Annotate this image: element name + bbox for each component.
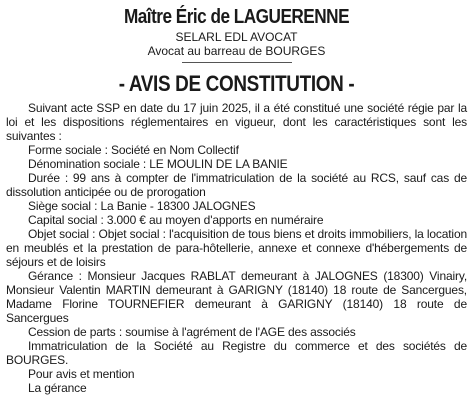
notice-paragraph-intro: Suivant acte SSP en date du 17 juin 2025, il a été constitué une société régie par la loi et les dispositions réglementaires en vigueur, dont les caractéristiques sont les suivantes : (6, 101, 467, 143)
notice-paragraph-company-name: Dénomination sociale : LE MOULIN DE LA BANIE (28, 157, 288, 171)
notice-paragraph-legal-form: Forme sociale : Société en Nom Collectif (28, 143, 239, 157)
notice-paragraph-management: Gérance : Monsieur Jacques RABLAT demeurant à JALOGNES (18300) Vinairy, Monsieur Valentin MARTIN demeurant à GARIGNY (18140) 18 route de Sancergues, Madame Florine TOURNEFIER demeurant à GARIGNY (18140) 18 route de Sancergues (6, 269, 467, 325)
header-divider (182, 62, 292, 63)
notice-paragraph-signature: La gérance (28, 381, 87, 395)
firm-company-line: SELARL EDL AVOCAT (175, 30, 298, 44)
notice-paragraph-registration: Immatriculation de la Société au Registre du commerce et des sociétés de BOURGES. (6, 339, 467, 367)
notice-title: - AVIS DE CONSTITUTION - (118, 71, 355, 96)
notice-paragraph-corporate-purpose: Objet social : Objet social : l'acquisition de tous biens et droits immobiliers, la location en meublés et la prestation de para-hôtellerie, annexe et connexe d'hébergements de séjours et de loisirs (6, 227, 467, 269)
notice-paragraph-duration: Durée : 99 ans à compter de l'immatriculation de la société au RCS, sauf cas de dissolution anticipée ou de prorogation (6, 171, 467, 199)
firm-name: Maître Éric de LAGUERENNE (123, 6, 350, 28)
notice-paragraph-closing: Pour avis et mention (28, 367, 135, 381)
notice-header (6, 4, 467, 63)
notice-body (6, 101, 467, 395)
bar-affiliation-line: Avocat au barreau de BOURGES (147, 44, 326, 58)
notice-paragraph-share-transfer: Cession de parts : soumise à l'agrément de l'AGE des associés (28, 325, 356, 339)
notice-paragraph-share-capital: Capital social : 3.000 € au moyen d'apports en numéraire (28, 213, 324, 227)
notice-paragraph-registered-office: Siège social : La Banie - 18300 JALOGNES (28, 199, 256, 213)
